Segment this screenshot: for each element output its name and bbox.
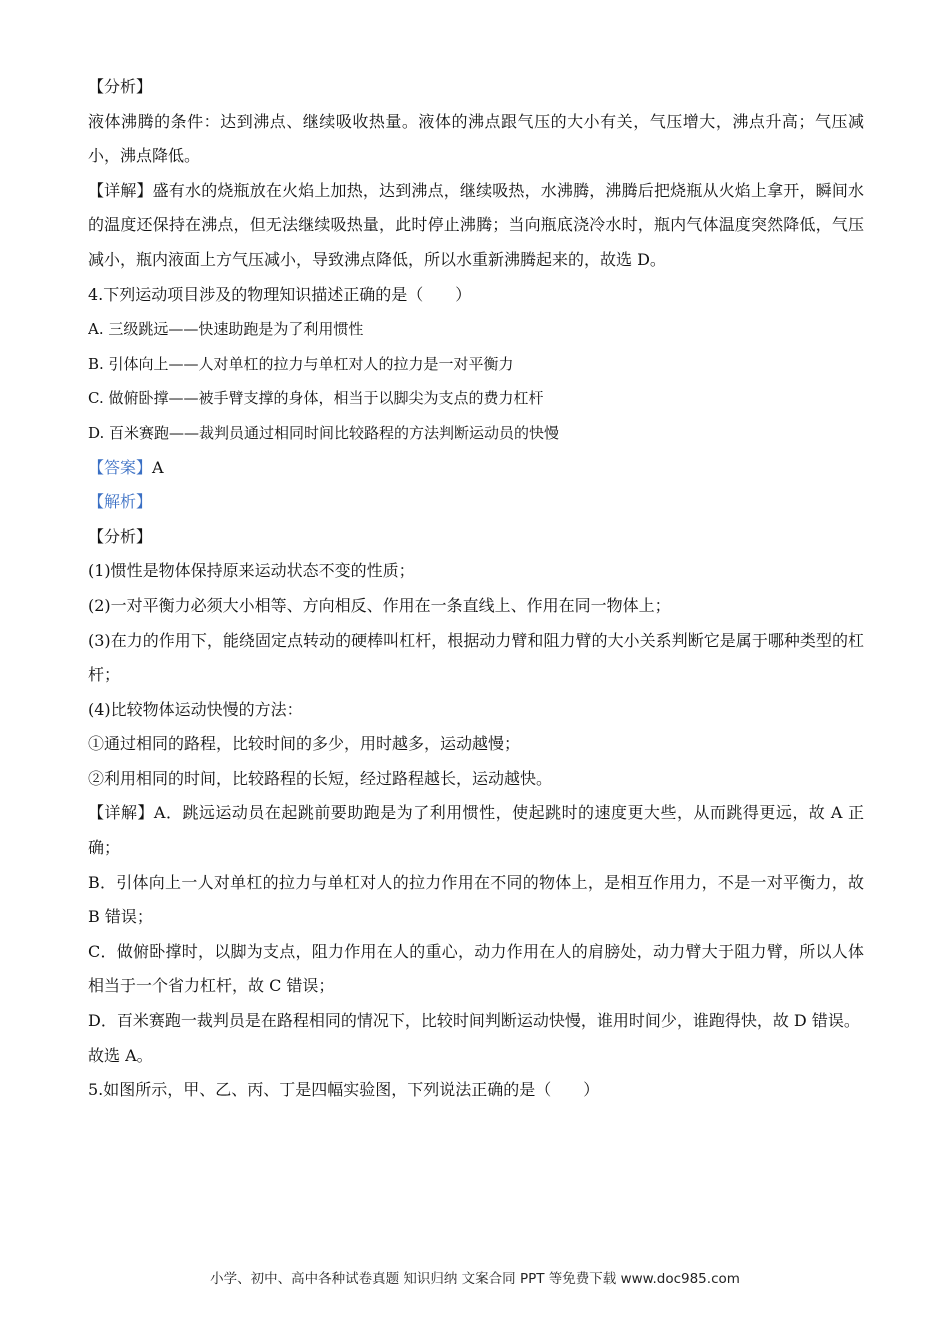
document-body [88,70,864,1108]
analysis-point: (3)在力的作用下，能绕固定点转动的硬棒叫杠杆，根据动力臂和阻力臂的大小关系判断它是属于哪种类型的杠杆； [88,630,864,685]
question-4-option-c: C. 做俯卧撑——被手臂支撑的身体，相当于以脚尖为支点的费力杠杆 [88,389,544,408]
detail-item-b: B．引体向上一人对单杠的拉力与单杠对人的拉力作用在不同的物体上，是相互作用力，不是一对平衡力，故 B 错误； [88,872,864,927]
analysis-point: (2)一对平衡力必须大小相等、方向相反、作用在一条直线上、作用在同一物体上； [88,595,671,615]
detail-item-a: 【详解】A．跳远运动员在起跳前要助跑是为了利用惯性，使起跳时的速度更大些，从而跳得更远，故 A 正确； [88,803,864,858]
jiexi-label: 【解析】 [88,492,153,512]
question-5-stem: 5.如图所示，甲、乙、丙、丁是四幅实验图，下列说法正确的是（ ） [88,1080,600,1100]
footer-text: 小学、初中、高中各种试卷真题 知识归纳 文案合同 PPT 等免费下载 www.doc985.com [210,1271,740,1287]
question-4-option-b: B. 引体向上——人对单杠的拉力与单杠对人的拉力是一对平衡力 [88,354,514,373]
detail-paragraph: 【详解】盛有水的烧瓶放在火焰上加热，达到沸点，继续吸热，水沸腾，沸腾后把烧瓶从火焰上拿开，瞬间水的温度还保持在沸点，但无法继续吸热量，此时停止沸腾；当向瓶底浇冷水时，瓶内气体温度突然降低，气压减小，瓶内液面上方气压减小，导致沸点降低，所以水重新沸腾起来的，故选 D。 [88,180,864,269]
detail-item-d: D．百米赛跑一裁判员是在路程相同的情况下，比较时间判断运动快慢，谁用时间少，谁跑得快，故 D 错误。 [88,1011,860,1031]
answer-value: A [152,457,164,477]
analysis-point: ②利用相同的时间，比较路程的长短，经过路程越长，运动越快。 [88,768,553,788]
answer-label: 【答案】 [88,457,153,477]
question-4-option-d: D. 百米赛跑——裁判员通过相同时间比较路程的方法判断运动员的快慢 [88,423,560,442]
analysis-paragraph: 液体沸腾的条件：达到沸点、继续吸收热量。液体的沸点跟气压的大小有关，气压增大，沸点升高；气压减小，沸点降低。 [88,111,864,166]
analysis-point: (4)比较物体运动快慢的方法： [88,699,303,719]
analysis-point: (1)惯性是物体保持原来运动状态不变的性质； [88,561,415,581]
detail-item-c: C．做俯卧撑时，以脚为支点，阻力作用在人的重心，动力作用在人的肩膀处，动力臂大于阻力臂，所以人体相当于一个省力杠杆，故 C 错误； [88,941,864,996]
conclusion: 故选 A。 [88,1045,153,1065]
analysis-heading-q4: 【分析】 [88,526,153,546]
question-4-stem: 4.下列运动项目涉及的物理知识描述正确的是（ ） [88,284,472,304]
analysis-heading: 【分析】 [88,77,153,96]
analysis-point: ①通过相同的路程，比较时间的多少，用时越多，运动越慢； [88,734,521,754]
answer-line [88,451,864,486]
question-4-option-a: A. 三级跳远——快速助跑是为了利用惯性 [88,320,364,339]
